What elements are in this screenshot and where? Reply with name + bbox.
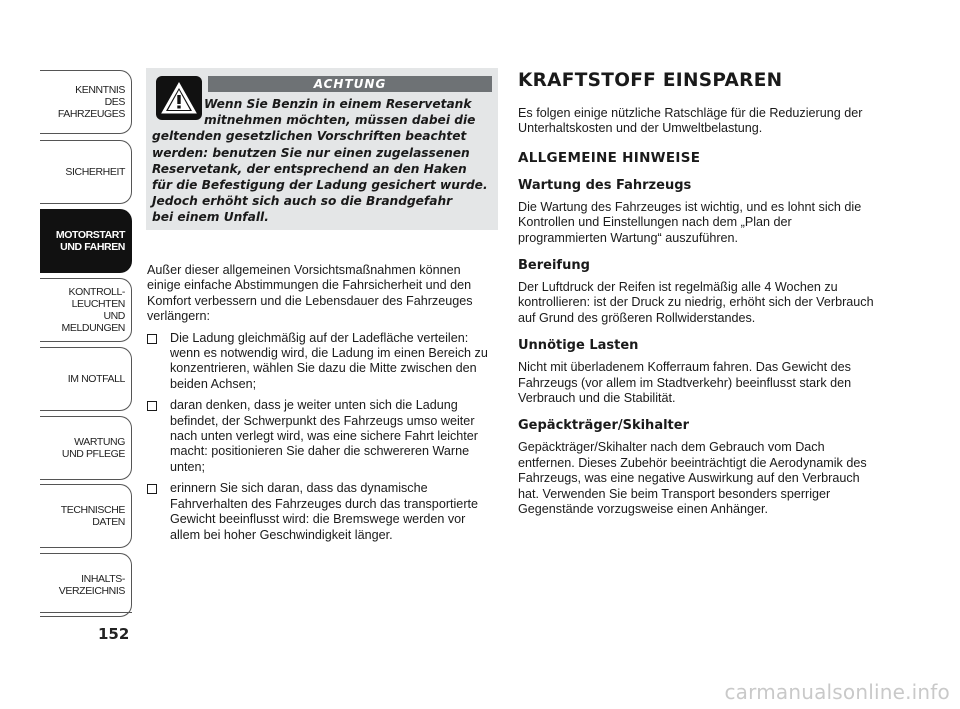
watermark: carmanualsonline.info: [724, 680, 950, 704]
tab-inhaltsverzeichnis[interactable]: INHALTS- VERZEICHNIS: [40, 553, 132, 617]
tab-kenntnis-des-fahrzeuges[interactable]: KENNTNIS DES FAHRZEUGES: [40, 70, 132, 134]
warning-line: Reservetank, der entsprechend an den Haken: [152, 161, 467, 176]
list-item-text: erinnern Sie sich daran, dass das dynamische Fahrverhalten des Fahrzeuges durch das transportierte Gewicht beeinflusst wird: die Bremswege werden vor allem bei hoher Geschwindigkeit länger.: [170, 481, 479, 542]
section-heading: ALLGEMEINE HINWEISE: [518, 149, 701, 166]
list-item: [147, 481, 497, 543]
precautions-text: [147, 263, 497, 549]
subsection-text: Gepäckträger/Skihalter nach dem Gebrauch vom Dach entfernen. Dieses Zubehör beeinträchtigt die Aerodynamik des Fahrzeugs, was eine negative Auswirkung auf den Verbrauch hat. Verwenden Sie beim Transport besonders sperriger Gegenstände vorzugsweise einen Anhänger.: [518, 440, 867, 517]
warning-line: geltenden gesetzlichen Vorschriften beachtet: [152, 129, 467, 144]
tab-motorstart-und-fahren[interactable]: MOTORSTART UND FAHREN: [40, 209, 132, 273]
subsection-text: Der Luftdruck der Reifen ist regelmäßig alle 4 Wochen zu kontrollieren: ist der Druck zu niedrig, erhöht sich der Verbrauch auf Grund des größeren Rollwiderstandes.: [518, 280, 874, 325]
list-item: [147, 331, 497, 393]
checkbox-bullet-icon: [147, 334, 157, 344]
subsection-title: Wartung des Fahrzeugs: [518, 177, 692, 193]
subsection-title: Unnötige Lasten: [518, 338, 639, 354]
bullet-list: [147, 331, 497, 543]
page-number: 152: [98, 625, 130, 643]
fuel-saving-section: [518, 70, 878, 518]
checkbox-bullet-icon: [147, 401, 157, 411]
warning-line: werden: benutzen Sie nur einen zugelassenen: [152, 145, 470, 160]
subsection-title: Bereifung: [518, 258, 590, 274]
subsection-text: Die Wartung des Fahrzeuges ist wichtig, und es lohnt sich die Kontrollen und Einstellungen nach dem „Plan der programmierten Wartung“ auszuführen.: [518, 199, 862, 245]
list-item-text: Die Ladung gleichmäßig auf der Ladefläche verteilen: wenn es notwendig wird, die Ladung im einen Bereich zu konzentrieren, wählen Sie dazu die Mitte zwischen den beiden Achsen;: [170, 330, 488, 391]
tab-sicherheit[interactable]: SICHERHEIT: [40, 140, 132, 204]
tab-im-notfall[interactable]: IM NOTFALL: [40, 347, 132, 411]
warning-text: [152, 96, 492, 226]
warning-line: bei einem Unfall.: [152, 210, 269, 225]
warning-header: ACHTUNG: [208, 76, 492, 92]
intro-paragraph: Außer dieser allgemeinen Vorsichtsmaßnahmen können einige einfache Abstimmungen die Fahrsicherheit und den Komfort verbessern und die Lebensdauer des Fahrzeuges verlängern:: [147, 263, 473, 324]
warning-box: [146, 68, 498, 230]
warning-line: für die Befestigung der Ladung gesichert wurde.: [152, 178, 488, 193]
page-title: KRAFTSTOFF EINSPAREN: [518, 70, 783, 91]
warning-line: mitnehmen möchten, müssen dabei die: [204, 113, 476, 128]
checkbox-bullet-icon: [147, 484, 157, 494]
warning-line: Jedoch erhöht sich auch so die Brandgefahr: [152, 194, 453, 209]
section-intro: Es folgen einige nützliche Ratschläge für die Reduzierung der Unterhaltskosten und der Umweltbelastung.: [518, 106, 863, 136]
warning-line: Wenn Sie Benzin in einem Reservetank: [204, 97, 472, 111]
subsection-text: Nicht mit überladenem Kofferraum fahren. Das Gewicht des Fahrzeugs (vor allem im Stadtverkehr) beeinflusst stark den Verbrauch und die Stabilität.: [518, 360, 852, 406]
list-item-text: daran denken, dass je weiter unten sich die Ladung befindet, der Schwerpunkt des Fahrzeugs umso weiter nach unten verlegt wird, was eine sichere Fahrt leichter macht: positionieren Sie daher die schwereren Warne unten;: [170, 398, 478, 474]
tab-wartung-und-pflege[interactable]: WARTUNG UND PFLEGE: [40, 416, 132, 480]
tab-divider: [40, 612, 132, 613]
subsection-title: Gepäckträger/Skihalter: [518, 418, 689, 434]
list-item: [147, 398, 497, 475]
tab-technische-daten[interactable]: TECHNISCHE DATEN: [40, 484, 132, 548]
tab-kontrollleuchten-und-meldungen[interactable]: KONTROLL- LEUCHTEN UND MELDUNGEN: [40, 278, 132, 342]
